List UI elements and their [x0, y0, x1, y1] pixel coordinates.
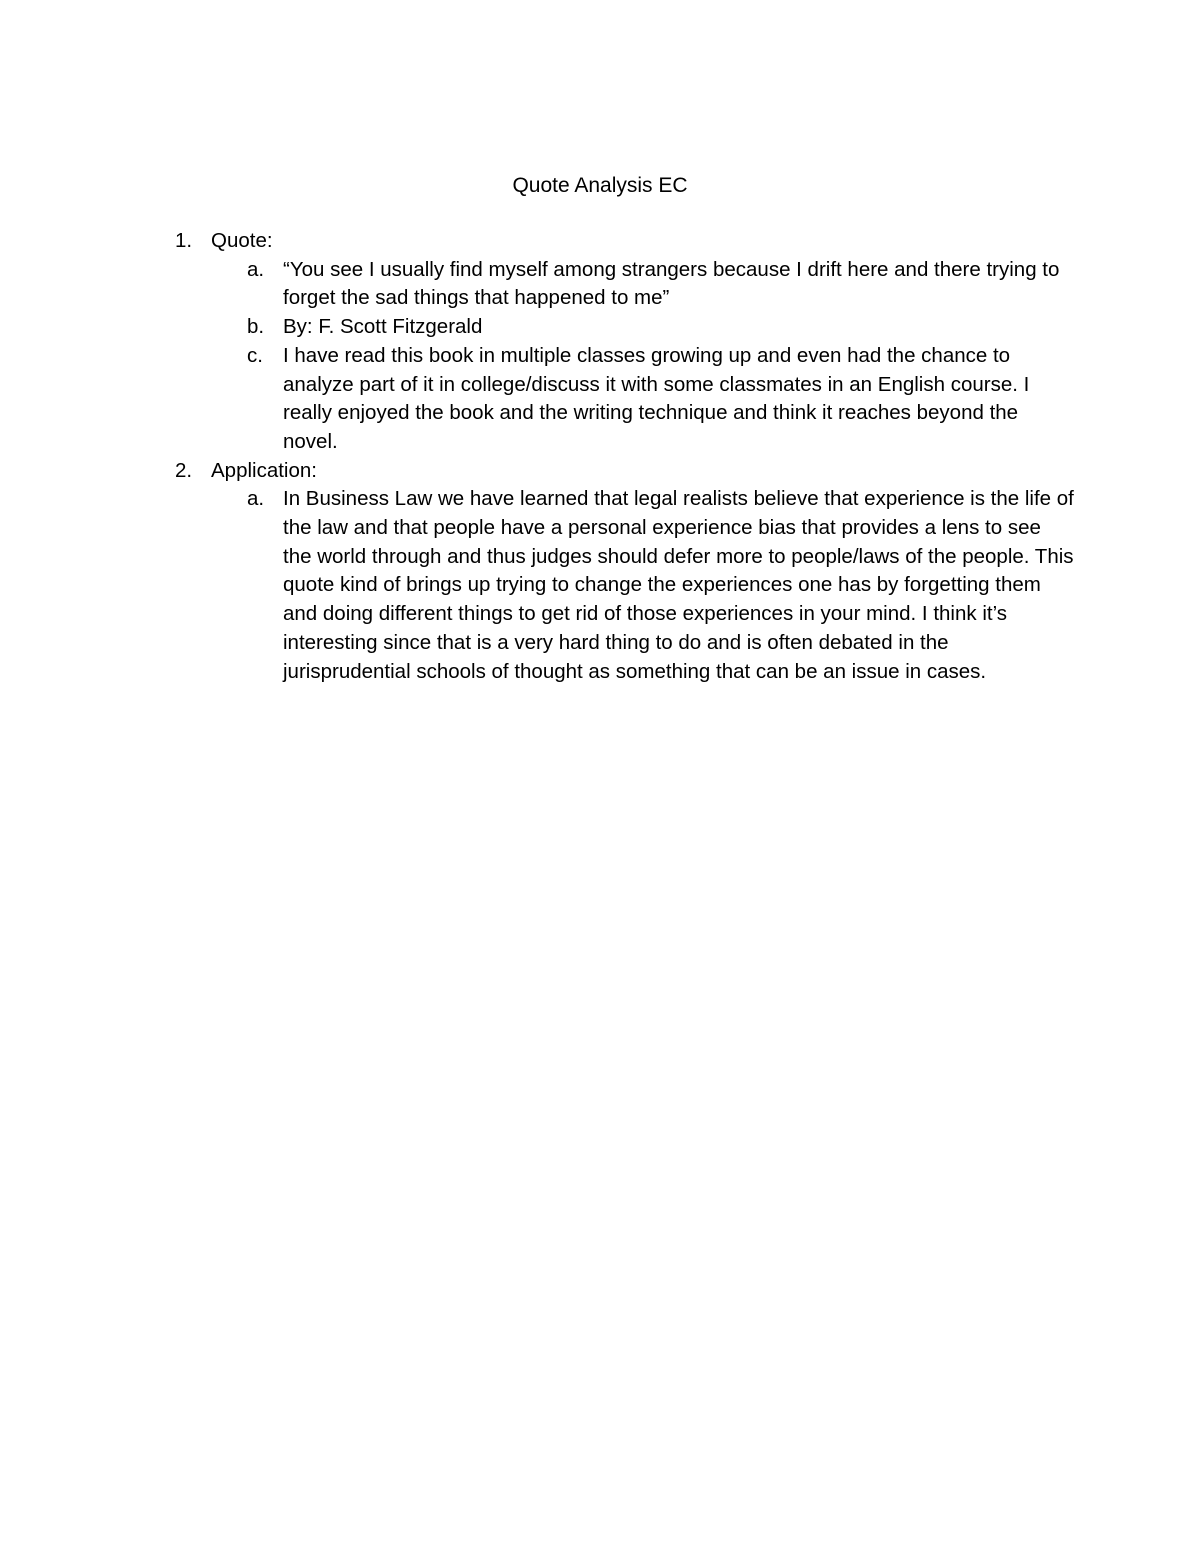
sub-list: [247, 256, 1075, 457]
item-letter: a.: [247, 487, 265, 511]
item-text: I have read this book in multiple classes growing up and even had the chance to analyze part of it in college/discuss it with some classmates in an English course. I really enjoyed the book and the writing technique and think it reaches beyond the novel.: [283, 343, 1030, 453]
outline-list: [175, 227, 1075, 686]
list-item: [247, 485, 1075, 686]
item-letter: b.: [247, 315, 265, 339]
sub-list: [247, 485, 1075, 686]
item-letter: c.: [247, 343, 263, 367]
section-heading: Quote:: [211, 229, 273, 252]
section-heading: Application:: [211, 458, 317, 482]
outline-section-quote: [175, 227, 1075, 457]
item-text: By: F. Scott Fitzgerald: [283, 315, 483, 339]
item-text: In Business Law we have learned that legal realists believe that experience is the life of the law and that people have a personal experience bias that provides a lens to see the world through and thus judges should defer more to people/laws of the people. This quote kind of brings up trying to change the experiences one has by forgetting them and doing different things to get rid of those experiences in your mind. I think it’s interesting since that is a very hard thing to do and is often debated in the jurisprudential schools of thought as something that can be an issue in cases.: [283, 487, 1074, 683]
document-title: Quote Analysis EC: [512, 174, 688, 197]
outline-section-application: [175, 457, 1075, 687]
item-text: “You see I usually find myself among strangers because I drift here and there trying to forget the sad things that happened to me”: [283, 257, 1060, 310]
list-item: [247, 313, 1075, 342]
list-item: [247, 256, 1075, 313]
section-number: 2.: [175, 458, 193, 482]
section-number: 1.: [175, 229, 193, 252]
item-letter: a.: [247, 257, 265, 281]
list-item: [247, 342, 1075, 457]
